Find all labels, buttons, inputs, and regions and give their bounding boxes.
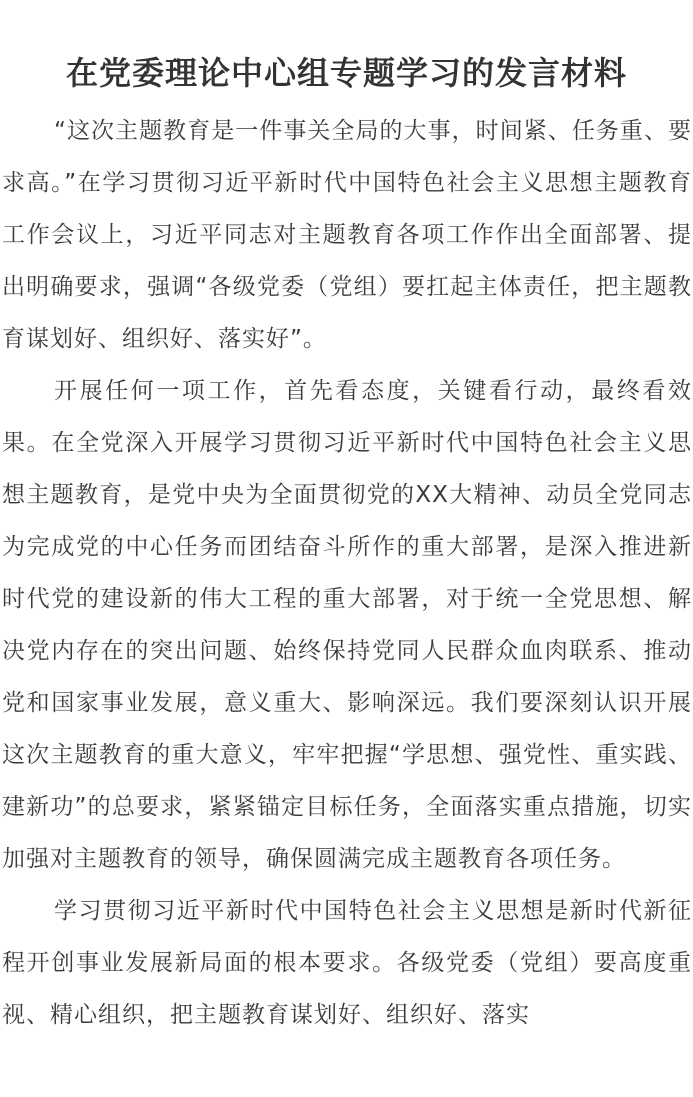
document-body	[2, 105, 692, 1041]
document-title: 在党委理论中心组专题学习的发言材料	[65, 54, 627, 93]
paragraph-3: 学习贯彻习近平新时代中国特色社会主义思想是新时代新征程开创事业发展新局面的根本要求。各级党委（党组）要高度重视、精心组织，把主题教育谋划好、组织好、落实	[2, 898, 692, 1028]
paragraph-1: “这次主题教育是一件事关全局的大事，时间紧、任务重、要求高。”在学习贯彻习近平新时代中国特色社会主义思想主题教育工作会议上，习近平同志对主题教育各项工作作出全面部署、提出明确要求，强调“各级党委（党组）要扛起主体责任，把主题教育谋划好、组织好、落实好”。	[2, 118, 692, 352]
paragraph-2: 开展任何一项工作，首先看态度，关键看行动，最终看效果。在全党深入开展学习贯彻习近平新时代中国特色社会主义思想主题教育，是党中央为全面贯彻党的XX大精神、动员全党同志为完成党的中心任务而团结奋斗所作的重大部署，是深入推进新时代党的建设新的伟大工程的重大部署，对于统一全党思想、解决党内存在的突出问题、始终保持党同人民群众血肉联系、推动党和国家事业发展，意义重大、影响深远。我们要深刻认识开展这次主题教育的重大意义，牢牢把握“学思想、强党性、重实践、建新功”的总要求，紧紧锚定目标任务，全面落实重点措施，切实加强对主题教育的领导，确保圆满完成主题教育各项任务。	[2, 378, 692, 872]
